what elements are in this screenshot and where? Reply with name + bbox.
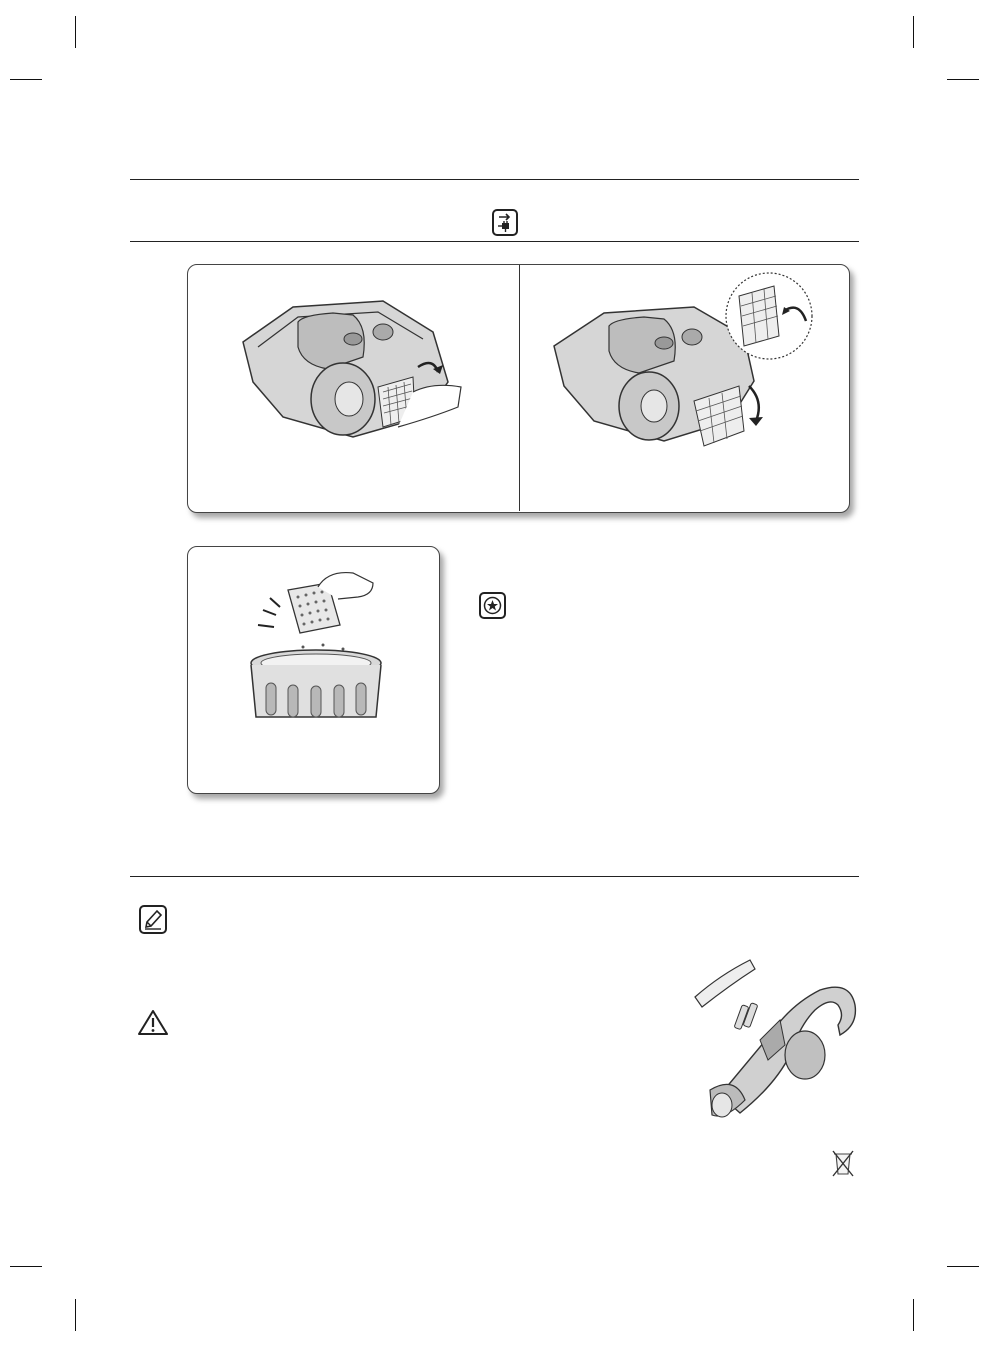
step-panel-bin	[187, 546, 440, 794]
star-icon	[479, 592, 506, 619]
header-rule-bottom	[130, 241, 859, 242]
steps-panel-divider	[519, 265, 520, 511]
crossed-out-bin-icon	[832, 1148, 854, 1178]
vacuum-filter-removal-illustration	[233, 287, 473, 457]
crop-mark-bottom-right-h	[947, 1266, 979, 1267]
remote-handle-battery-illustration	[690, 955, 870, 1125]
unplug-icon	[492, 209, 518, 236]
section-rule	[130, 876, 859, 877]
steps-panel-top	[187, 264, 850, 513]
crop-mark-top-left-h	[10, 79, 42, 80]
vacuum-filter-flip-illustration	[544, 271, 824, 471]
crop-mark-bottom-left-h	[10, 1266, 42, 1267]
crop-mark-bottom-left-v	[75, 1299, 76, 1331]
crop-mark-top-left-v	[75, 16, 76, 48]
filter-tapping-over-bin-illustration	[228, 565, 408, 720]
crop-mark-top-right-v	[913, 16, 914, 48]
note-pencil-icon	[139, 905, 167, 934]
warning-icon	[137, 1009, 169, 1036]
crop-mark-bottom-right-v	[913, 1299, 914, 1331]
header-rule-top	[130, 179, 859, 180]
crop-mark-top-right-h	[947, 79, 979, 80]
